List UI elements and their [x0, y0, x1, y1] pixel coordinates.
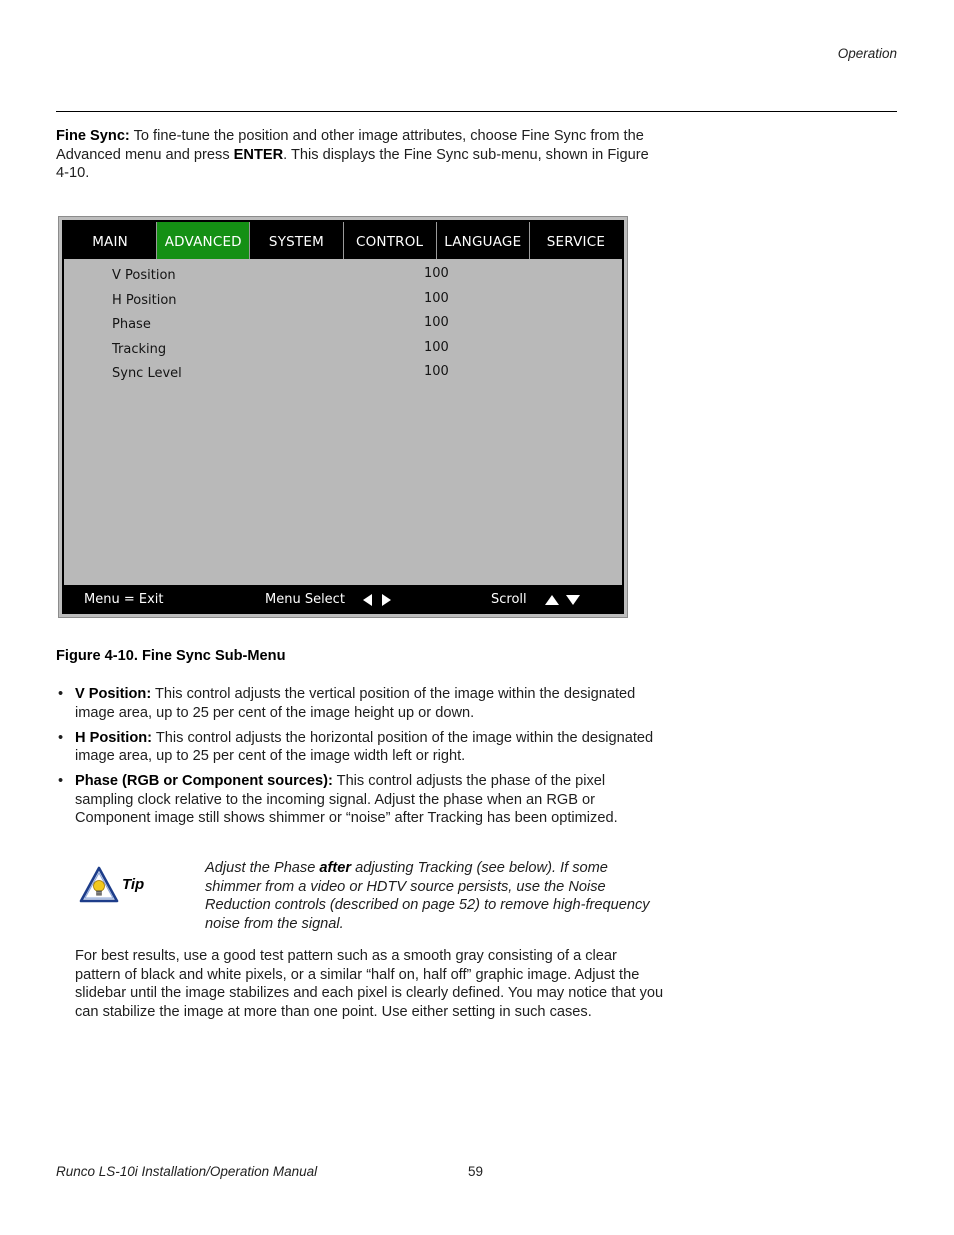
osd-item-value: 100	[424, 290, 449, 306]
intro-term: Fine Sync:	[56, 128, 130, 144]
tip-emphasis: after	[319, 860, 352, 876]
bullet-list	[56, 685, 666, 834]
footer-manual-title: Runco LS-10i Installation/Operation Manual	[56, 1164, 318, 1179]
enter-key-label: ENTER	[233, 146, 284, 163]
lightbulb-warning-icon	[79, 866, 119, 904]
footer-page-number: 59	[468, 1164, 484, 1179]
osd-item-h-position[interactable]	[64, 289, 622, 313]
intro-text-1: To fine-tune the position and other image attributes, choose Fine Sync from the Advanced menu and press	[56, 128, 644, 163]
osd-tab-control[interactable]: CONTROL	[344, 222, 437, 259]
osd-tab-main[interactable]: MAIN	[64, 222, 157, 259]
osd-status-bar	[64, 585, 622, 612]
header-rule	[56, 111, 897, 112]
osd-item-label: Sync Level	[112, 366, 182, 381]
menu-select-label: Menu Select	[265, 592, 345, 607]
closing-paragraph: For best results, use a good test pattern such as a smooth gray consisting of a clear pattern of black and white pixels, or a similar “half on, half off” graphic image. Adjust the slidebar until the image stabilizes and each pixel is clearly defined. You may notice that you can stabilize the image at more than one point. Use either setting in such cases.	[75, 948, 664, 1020]
osd-item-label: H Position	[112, 292, 177, 308]
bullet-term: Phase (RGB or Component sources):	[75, 773, 333, 789]
bullet-term: H Position:	[75, 729, 153, 746]
osd-item-tracking[interactable]	[64, 338, 622, 362]
osd-item-label: Tracking	[112, 341, 167, 357]
running-header-section: Operation	[837, 46, 897, 61]
arrow-up-icon	[545, 595, 559, 605]
bullet-phase	[56, 772, 666, 828]
tip-label: Tip	[122, 876, 145, 893]
bullet-text: This control adjusts the phase of the pixel sampling clock relative to the incoming signal. Adjust the phase when an RGB or Component image still shows shimmer or “noise” after Tracking has been optimized.	[75, 773, 618, 826]
bullet-marker: •	[58, 686, 64, 702]
osd-tab-language[interactable]: LANGUAGE	[437, 222, 530, 259]
figure-caption: Figure 4-10. Fine Sync Sub-Menu	[56, 648, 286, 664]
osd-item-sync-level[interactable]	[64, 362, 622, 386]
tip-text-1: Adjust the Phase	[205, 860, 320, 876]
arrow-left-icon	[363, 594, 372, 606]
intro-text-2: . This displays the Fine Sync sub-menu, shown in Figure 4-10.	[56, 146, 649, 181]
bullet-marker: •	[58, 729, 64, 746]
menu-exit-hint: Menu = Exit	[84, 592, 164, 607]
osd-menu-body	[64, 259, 622, 588]
osd-tab-service[interactable]: SERVICE	[546, 234, 606, 250]
tip-text	[205, 859, 655, 933]
menu-select-hint	[265, 592, 391, 607]
osd-frame	[62, 220, 624, 614]
osd-item-phase[interactable]	[64, 313, 622, 337]
arrow-down-icon	[566, 595, 580, 605]
osd-item-value: 100	[424, 339, 449, 355]
bullet-term: V Position:	[75, 686, 152, 702]
bullet-marker: •	[58, 773, 64, 789]
osd-item-value: 100	[424, 266, 449, 281]
osd-item-label: V Position	[112, 268, 176, 283]
osd-item-value: 100	[424, 364, 449, 379]
scroll-label: Scroll	[491, 592, 527, 607]
bullet-text: This control adjusts the horizontal position of the image within the designated image area, up to 25 per cent of the image width left or right.	[75, 729, 654, 764]
bullet-v-position	[56, 685, 666, 722]
osd-item-label: Phase	[112, 317, 151, 332]
osd-tab-advanced[interactable]: ADVANCED	[157, 222, 250, 259]
fine-sync-osd-figure	[58, 216, 628, 618]
osd-item-v-position[interactable]	[64, 264, 622, 288]
arrow-right-icon	[382, 594, 391, 606]
bullet-text: This control adjusts the vertical position of the image within the designated image area, up to 25 per cent of the image height up or down.	[75, 686, 636, 721]
tip-text-2: adjusting Tracking (see below). If some shimmer from a video or HDTV source persists, use the Noise Reduction controls (described on page 52) to remove high-frequency noise from the signal.	[205, 860, 650, 932]
scroll-hint	[491, 592, 580, 607]
intro-paragraph	[56, 127, 656, 183]
bullet-h-position	[56, 729, 666, 766]
osd-tab-bar	[64, 222, 622, 259]
osd-item-value: 100	[424, 315, 449, 330]
osd-tab-system[interactable]: SYSTEM	[250, 222, 343, 259]
